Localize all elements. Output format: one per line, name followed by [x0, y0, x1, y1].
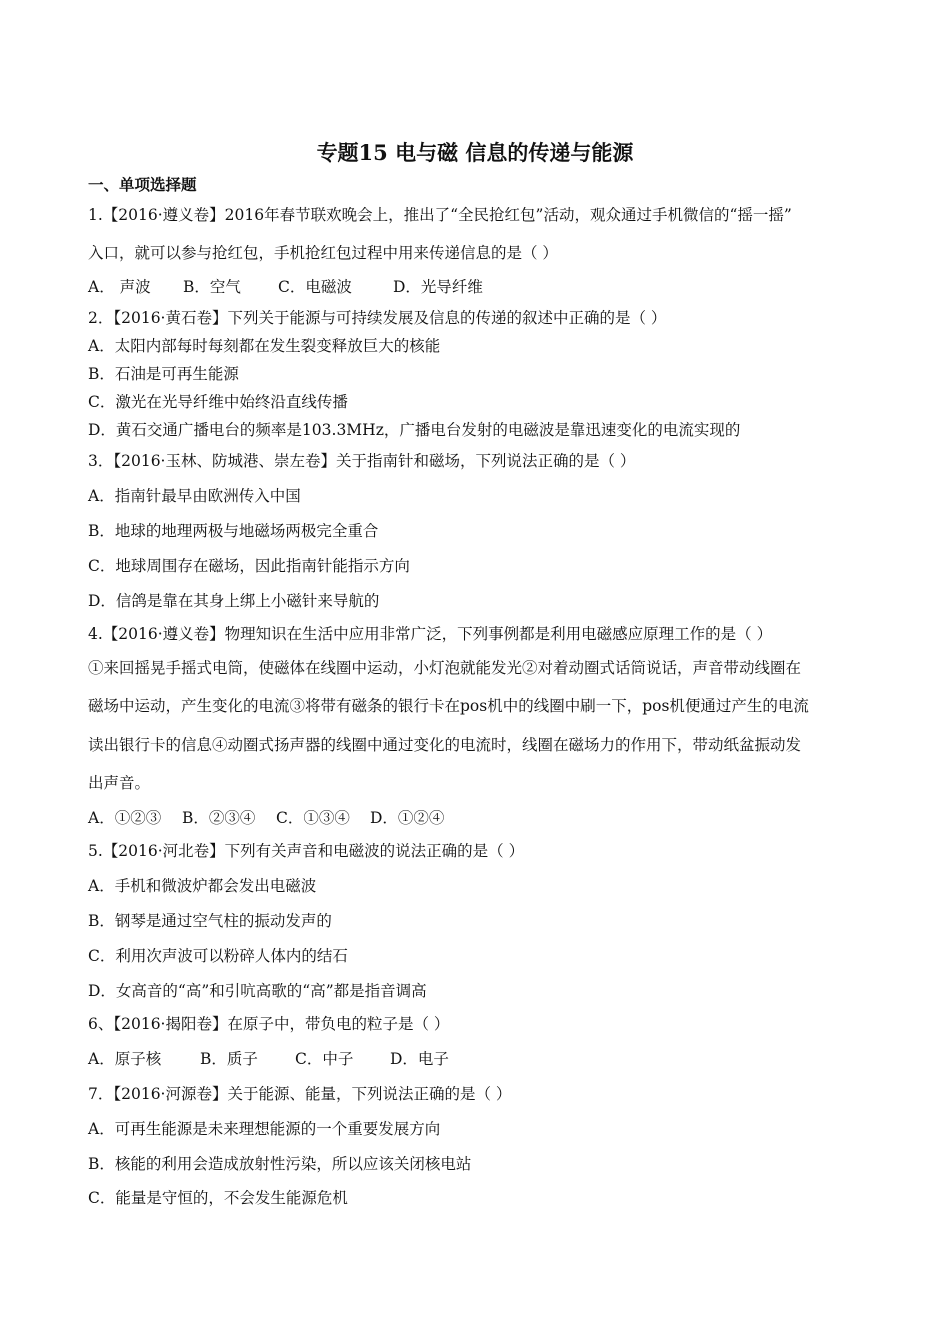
- question-2-option-d: D．黄石交通广播电台的频率是103.3MHz，广播电台发射的电磁波是靠迅速变化的电流实现的: [88, 421, 741, 439]
- question-7-option-b: B．核能的利用会造成放射性污染，所以应该关闭核电站: [88, 1155, 472, 1173]
- question-1-option-d: D．光导纤维: [393, 278, 483, 296]
- question-6-option-b: B．质子: [200, 1050, 258, 1068]
- question-2-option-a: A．太阳内部每时每刻都在发生裂变释放巨大的核能: [88, 337, 441, 355]
- question-4-option-d: D．①②④: [370, 809, 445, 827]
- section-heading: 一、单项选择题: [88, 175, 197, 194]
- question-1-stem-line2: 入口，就可以参与抢红包，手机抢红包过程中用来传递信息的是（ ）: [88, 244, 558, 262]
- question-5-stem: 5.【2016·河北卷】下列有关声音和电磁波的说法正确的是（ ）: [88, 842, 525, 860]
- question-1-option-c: C．电磁波: [278, 278, 352, 296]
- question-2-option-b: B．石油是可再生能源: [88, 365, 239, 383]
- question-2-stem: 2．【2016·黄石卷】下列关于能源与可持续发展及信息的传递的叙述中正确的是（ ）: [88, 309, 667, 327]
- question-2-option-c: C．激光在光导纤维中始终沿直线传播: [88, 393, 348, 411]
- question-1-options: [88, 276, 483, 298]
- question-3-option-b: B．地球的地理两极与地磁场两极完全重合: [88, 522, 379, 540]
- question-6-options: [88, 1048, 449, 1070]
- question-3-option-c: C．地球周围存在磁场，因此指南针能指示方向: [88, 557, 410, 575]
- question-3-option-a: A．指南针最早由欧洲传入中国: [88, 487, 301, 505]
- question-5-option-a: A．手机和微波炉都会发出电磁波: [88, 877, 317, 895]
- question-4-body-line1: ①来回摇晃手摇式电筒，使磁体在线圈中运动，小灯泡就能发光②对着动圈式话筒说话，声音带动线圈在: [88, 659, 802, 677]
- question-4-stem: 4.【2016·遵义卷】物理知识在生活中应用非常广泛，下列事例都是利用电磁感应原理工作的是（ ）: [88, 625, 773, 643]
- question-4-body-line2: 磁场中运动，产生变化的电流③将带有磁条的银行卡在pos机中的线圈中刷一下，pos机便通过产生的电流: [88, 697, 809, 715]
- question-4-body-line4: 出声音。: [88, 774, 151, 792]
- page-title: 专题15 电与磁 信息的传递与能源: [316, 140, 634, 165]
- question-6-option-d: D．电子: [390, 1050, 449, 1068]
- question-5-option-b: B．钢琴是通过空气柱的振动发声的: [88, 912, 332, 930]
- question-1-stem-line1: 1.【2016·遵义卷】2016年春节联欢晚会上，推出了“全民抢红包”活动，观众通过手机微信的“摇一摇”: [88, 206, 792, 224]
- question-6-option-a: A．原子核: [88, 1050, 162, 1068]
- question-5-option-c: C．利用次声波可以粉碎人体内的结石: [88, 947, 348, 965]
- question-4-option-b: B．②③④: [182, 809, 256, 827]
- question-3-stem: 3．【2016·玉林、防城港、崇左卷】关于指南针和磁场，下列说法正确的是（ ）: [88, 452, 636, 470]
- question-6-stem: 6、【2016·揭阳卷】在原子中，带负电的粒子是（ ）: [88, 1015, 450, 1033]
- question-7-option-a: A．可再生能源是未来理想能源的一个重要发展方向: [88, 1120, 441, 1138]
- question-6-option-c: C．中子: [295, 1050, 354, 1068]
- question-7-option-c: C．能量是守恒的，不会发生能源危机: [88, 1189, 348, 1207]
- question-4-option-c: C．①③④: [276, 809, 350, 827]
- question-1-option-a: A． 声波: [88, 278, 151, 296]
- question-5-option-d: D．女高音的“高”和引吭高歌的“高”都是指音调高: [88, 982, 427, 1000]
- question-4-option-a: A．①②③: [88, 809, 162, 827]
- question-7-stem: 7．【2016·河源卷】关于能源、能量，下列说法正确的是（ ）: [88, 1085, 512, 1103]
- question-1-option-b: B．空气: [183, 278, 241, 296]
- question-4-options: [88, 807, 444, 829]
- question-4-body-line3: 读出银行卡的信息④动圈式扬声器的线圈中通过变化的电流时，线圈在磁场力的作用下，带动纸盆振动发: [88, 736, 802, 754]
- question-3-option-d: D．信鸽是靠在其身上绑上小磁针来导航的: [88, 592, 380, 610]
